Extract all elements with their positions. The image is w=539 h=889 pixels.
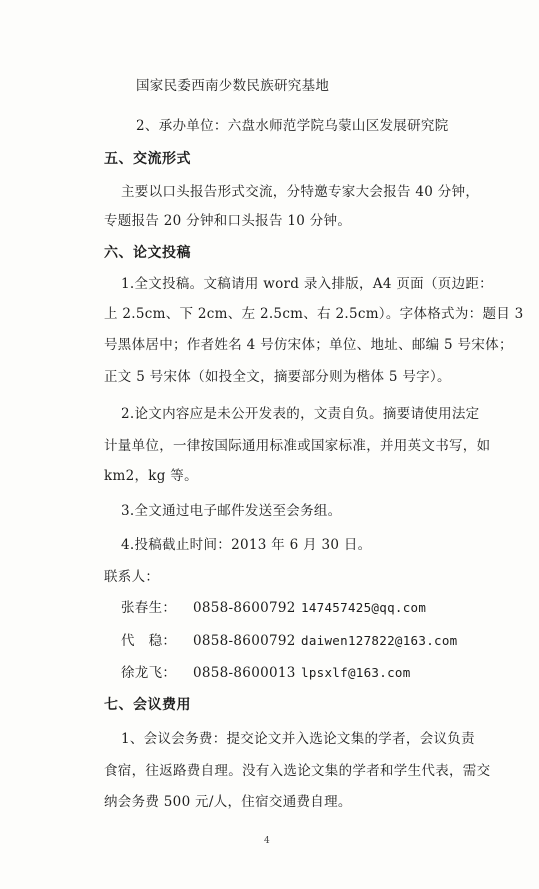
contact-email: lpsxlf@163.com (301, 665, 411, 680)
contact-name: 代 稳： (121, 633, 177, 649)
fee-item-1-line: 食宿，往返路费自理。没有入选论文集的学者和学生代表，需交 (104, 763, 491, 779)
submission-item-1-line: 号黑体居中；作者姓名 4 号仿宋体；单位、地址、邮编 5 号宋体； (104, 337, 513, 353)
submission-item-1-line: 上 2.5cm、下 2cm、左 2.5cm、右 2.5cm）。字体格式为：题目 3 (104, 306, 524, 322)
contact-email: 147457425@qq.com (301, 600, 427, 615)
section-5-heading: 五、交流形式 (104, 151, 191, 167)
fee-item-1-line: 纳会务费 500 元/人，住宿交通费自理。 (104, 794, 352, 810)
contact-name: 张春生： (121, 600, 177, 616)
contact-email: daiwen127822@163.com (301, 633, 458, 648)
fee-item-1-line: 1、会议会务费：提交论文并入选论文集的学者，会议负责 (121, 731, 475, 747)
section-5-para-line: 主要以口头报告形式交流，分特邀专家大会报告 40 分钟， (121, 184, 480, 200)
submission-item-3: 3.全文通过电子邮件发送至会务组。 (121, 503, 342, 519)
section-7-heading: 七、会议费用 (104, 697, 191, 713)
contact-row (121, 599, 426, 617)
submission-item-2-line: 计量单位，一律按国际通用标准或国家标准，并用英文书写，如 (104, 438, 491, 454)
contacts-label: 联系人： (104, 569, 160, 585)
base-name-line: 国家民委西南少数民族研究基地 (136, 78, 330, 94)
organizer-line: 2、承办单位：六盘水师范学院乌蒙山区发展研究院 (136, 118, 449, 134)
section-6-heading: 六、论文投稿 (104, 245, 191, 261)
submission-item-4: 4.投稿截止时间：2013 年 6 月 30 日。 (121, 537, 372, 553)
contact-row (121, 632, 458, 650)
page-number: 4 (264, 836, 270, 846)
submission-item-1-line: 1.全文投稿。文稿请用 word 录入排版，A4 页面（页边距： (121, 276, 493, 292)
submission-item-1-line: 正文 5 号宋体（如投全文，摘要部分则为楷体 5 号字）。 (104, 369, 451, 385)
submission-item-2-line: 2.论文内容应是未公开发表的，文责自负。摘要请使用法定 (121, 406, 480, 422)
contact-phone: 0858-8600792 (193, 633, 296, 649)
contact-name: 徐龙飞： (121, 665, 177, 681)
section-5-para-line: 专题报告 20 分钟和口头报告 10 分钟。 (104, 213, 352, 229)
submission-item-2-line: km2，kg 等。 (104, 468, 198, 484)
contact-row (121, 664, 411, 682)
contact-phone: 0858-8600013 (193, 665, 296, 681)
contact-phone: 0858-8600792 (193, 600, 296, 616)
